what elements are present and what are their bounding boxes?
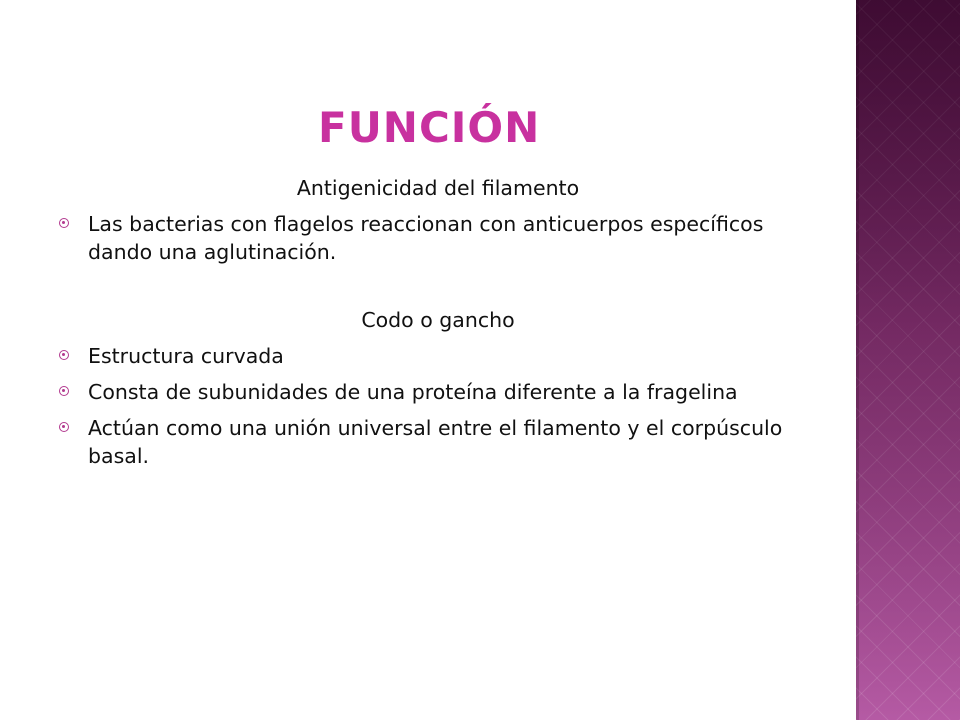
bullet-text: Estructura curvada [88, 344, 284, 368]
bullet-text: Actúan como una unión universal entre el filamento y el corpúsculo basal. [88, 416, 783, 468]
bullet-item [58, 414, 818, 470]
bullet-item [58, 378, 818, 406]
circle-dot-icon [59, 350, 69, 360]
bullet-text: Las bacterias con flagelos reaccionan con anticuerpos específicos dando una aglutinación. [88, 212, 764, 264]
bullet-item [58, 342, 818, 370]
section-heading-antigenicidad: Antigenicidad del filamento [296, 176, 580, 200]
circle-dot-icon [59, 218, 69, 228]
bullet-item [58, 210, 818, 266]
bullet-text: Consta de subunidades de una proteína diferente a la fragelina [88, 380, 738, 404]
slide-title: FUNCIÓN [318, 103, 541, 152]
slide-content [58, 174, 818, 478]
circle-dot-icon [59, 422, 69, 432]
section-heading-codo-gancho: Codo o gancho [361, 308, 515, 332]
circle-dot-icon [59, 386, 69, 396]
decorative-side-panel [856, 0, 960, 720]
